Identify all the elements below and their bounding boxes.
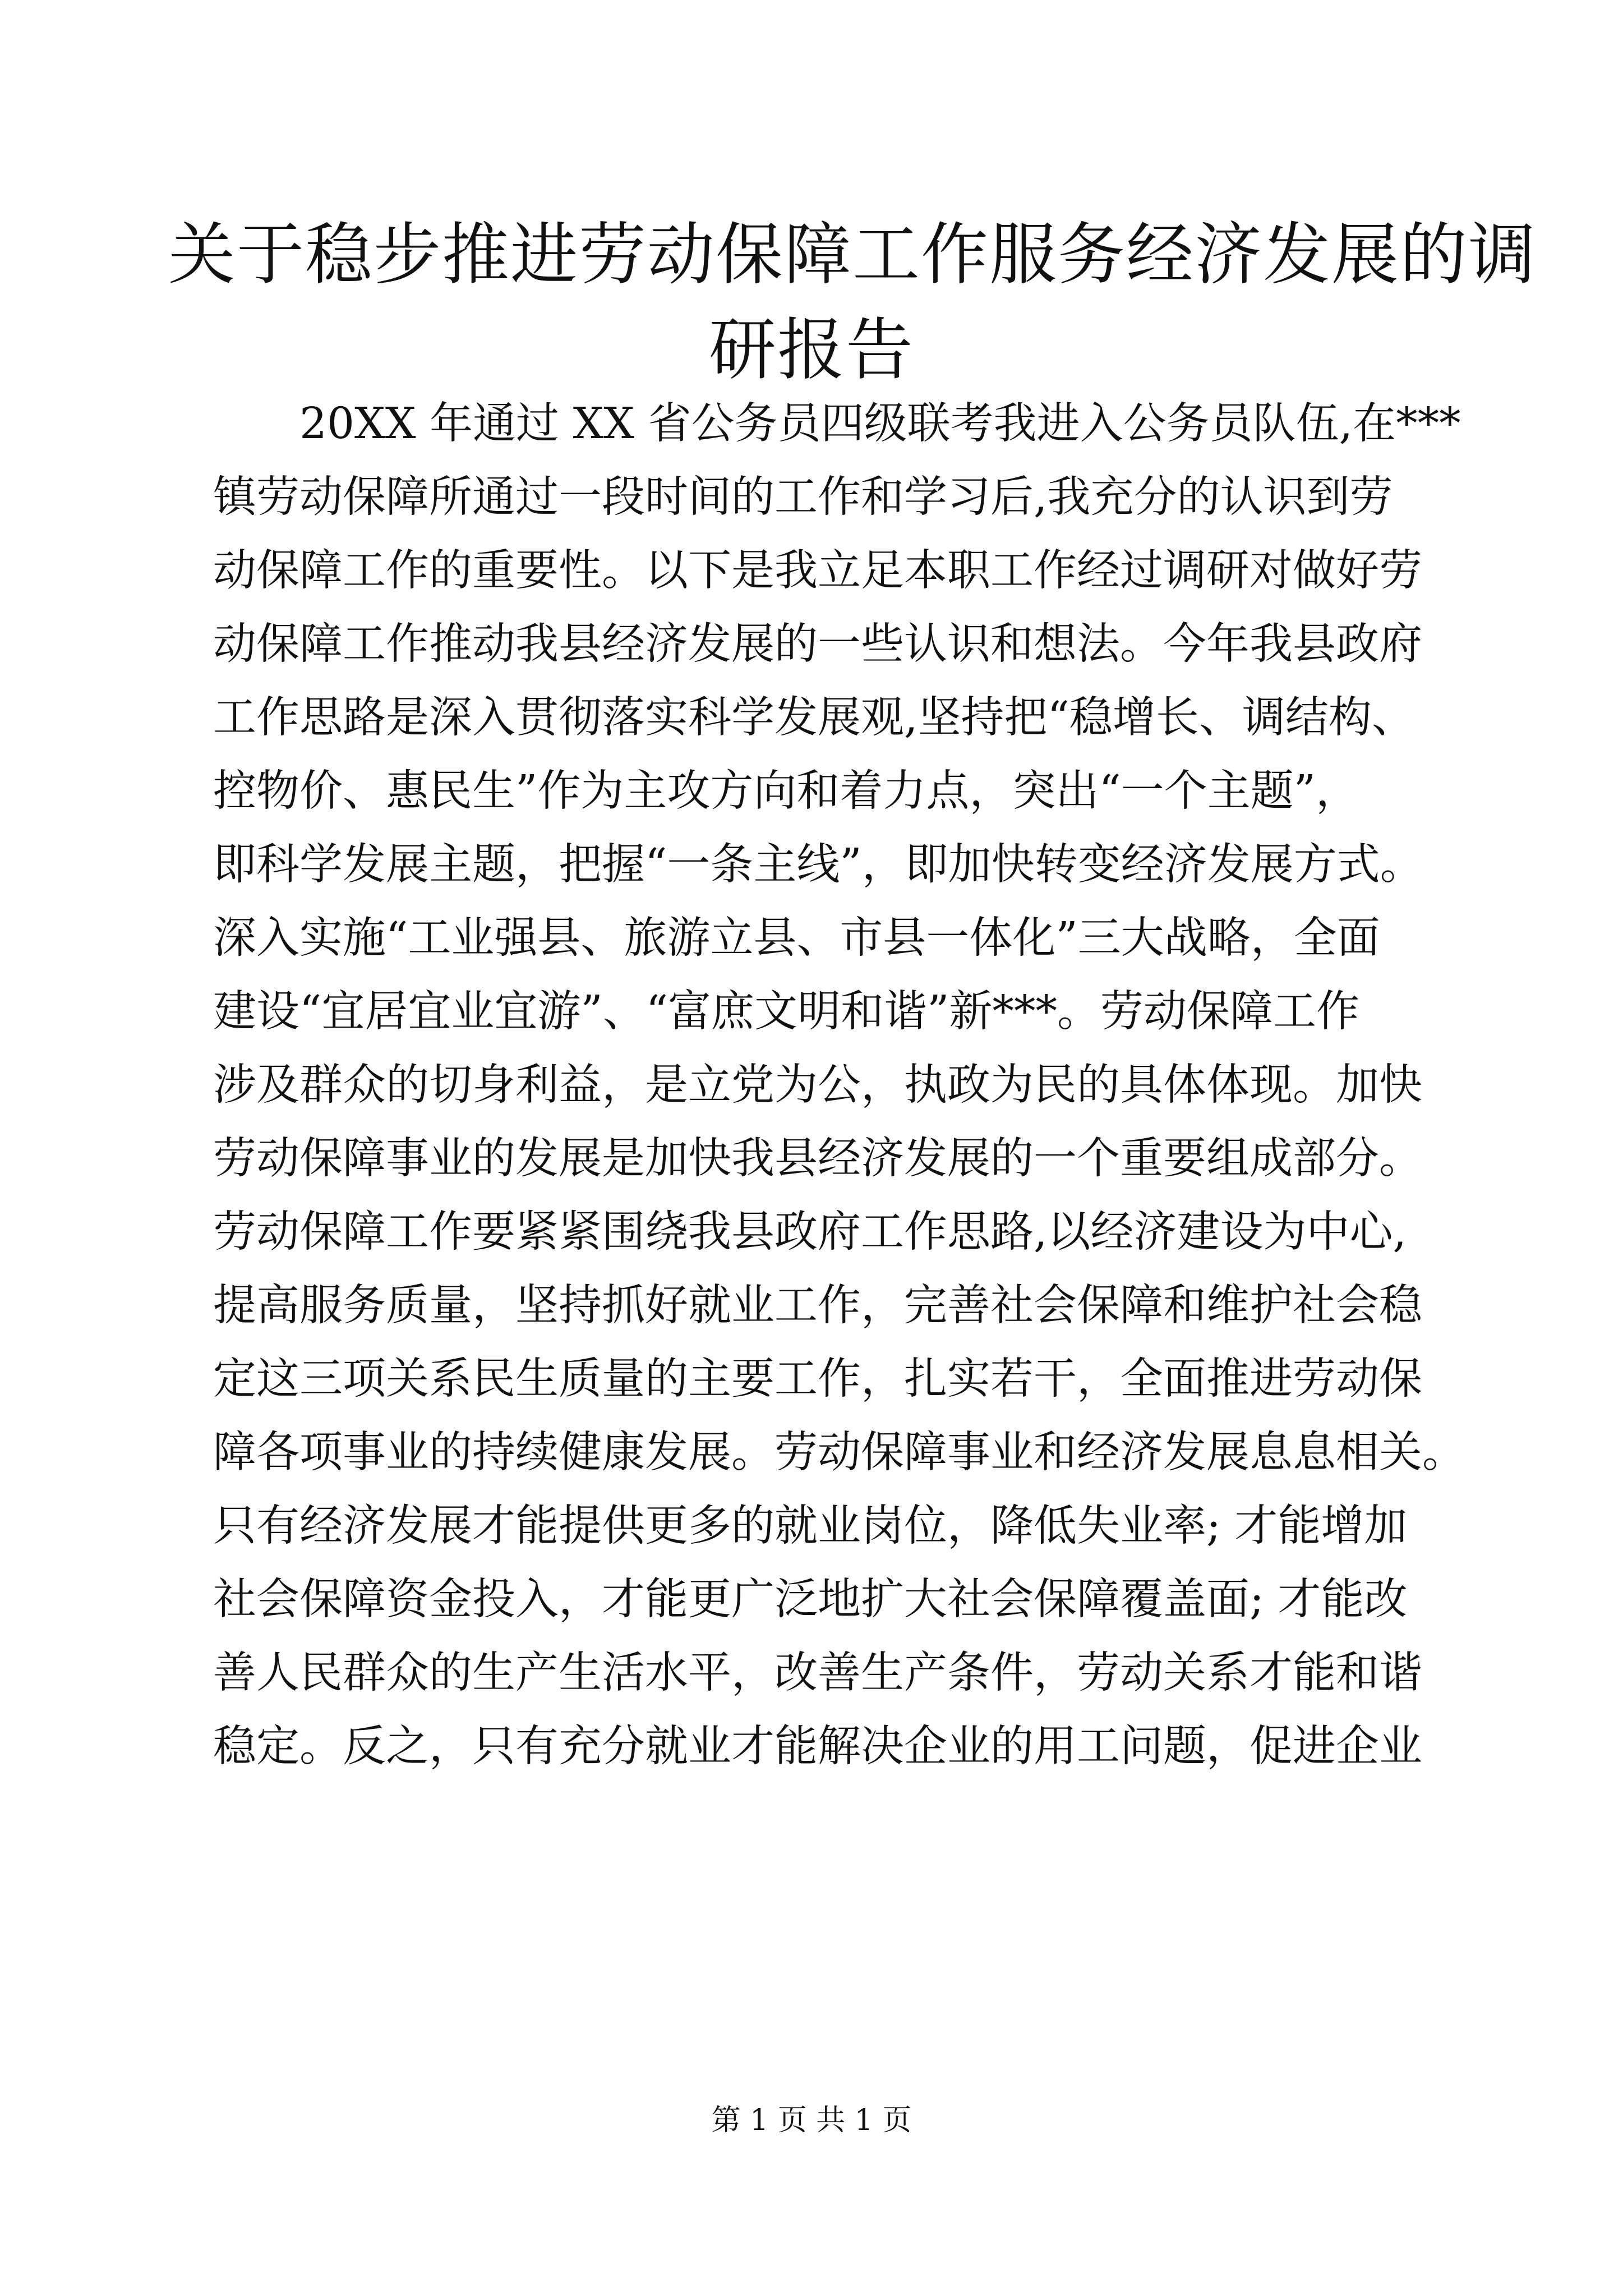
- paragraph-line: 善人民群众的生产生活水平，改善生产条件，劳动关系才能和谐: [213, 1648, 1422, 1698]
- paragraph-line: 镇劳动保障所通过一段时间的工作和学习后,我充分的认识到劳: [213, 472, 1393, 522]
- paragraph-line: 建设“宜居宜业宜游”、“富庶文明和谐”新***。劳动保障工作: [213, 987, 1359, 1037]
- paragraph-line: 社会保障资金投入，才能更广泛地扩大社会保障覆盖面; 才能改: [213, 1575, 1408, 1625]
- paragraph-line: 提高服务质量，坚持抓好就业工作，完善社会保障和维护社会稳: [213, 1281, 1422, 1331]
- body-paragraph: [213, 387, 1465, 1783]
- paragraph-line: 障各项事业的持续健康发展。劳动保障事业和经济发展息息相关。: [213, 1428, 1465, 1478]
- paragraph-line: 定这三项关系民生质量的主要工作，扎实若干，全面推进劳动保: [213, 1354, 1422, 1404]
- paragraph-line: 动保障工作推动我县经济发展的一些认识和想法。今年我县政府: [213, 619, 1422, 669]
- page-footer: 第 1 页 共 1 页: [711, 2104, 912, 2137]
- paragraph-line: 只有经济发展才能提供更多的就业岗位，降低失业率; 才能增加: [213, 1501, 1408, 1551]
- title-line-2: 研报告: [709, 311, 914, 389]
- paragraph-line: 动保障工作的重要性。以下是我立足本职工作经过调研对做好劳: [213, 546, 1422, 596]
- paragraph-line: 劳动保障事业的发展是加快我县经济发展的一个重要组成部分。: [213, 1134, 1422, 1184]
- paragraph-line: 工作思路是深入贯彻落实科学发展观,坚持把“稳增长、调结构、: [213, 693, 1415, 743]
- paragraph-line: 深入实施“工业强县、旅游立县、市县一体化”三大战略，全面: [213, 913, 1380, 963]
- paragraph-line: 即科学发展主题，把握“一条主线”，即加快转变经济发展方式。: [213, 840, 1423, 890]
- paragraph-line: 涉及群众的切身利益，是立党为公，执政为民的具体体现。加快: [213, 1060, 1422, 1110]
- title-line-1: 关于稳步推进劳动保障工作服务经济发展的调: [168, 216, 1537, 294]
- document-title: [168, 208, 1537, 398]
- paragraph-line: 稳定。反之，只有充分就业才能解决企业的用工问题，促进企业: [213, 1722, 1422, 1772]
- paragraph-line: 20XX 年通过 XX 省公务员四级联考我进入公务员队伍,在***: [213, 399, 1461, 449]
- paragraph-line: 劳动保障工作要紧紧围绕我县政府工作思路,以经济建设为中心,: [213, 1207, 1407, 1257]
- paragraph-line: 控物价、惠民生”作为主攻方向和着力点，突出“一个主题”，: [213, 766, 1359, 816]
